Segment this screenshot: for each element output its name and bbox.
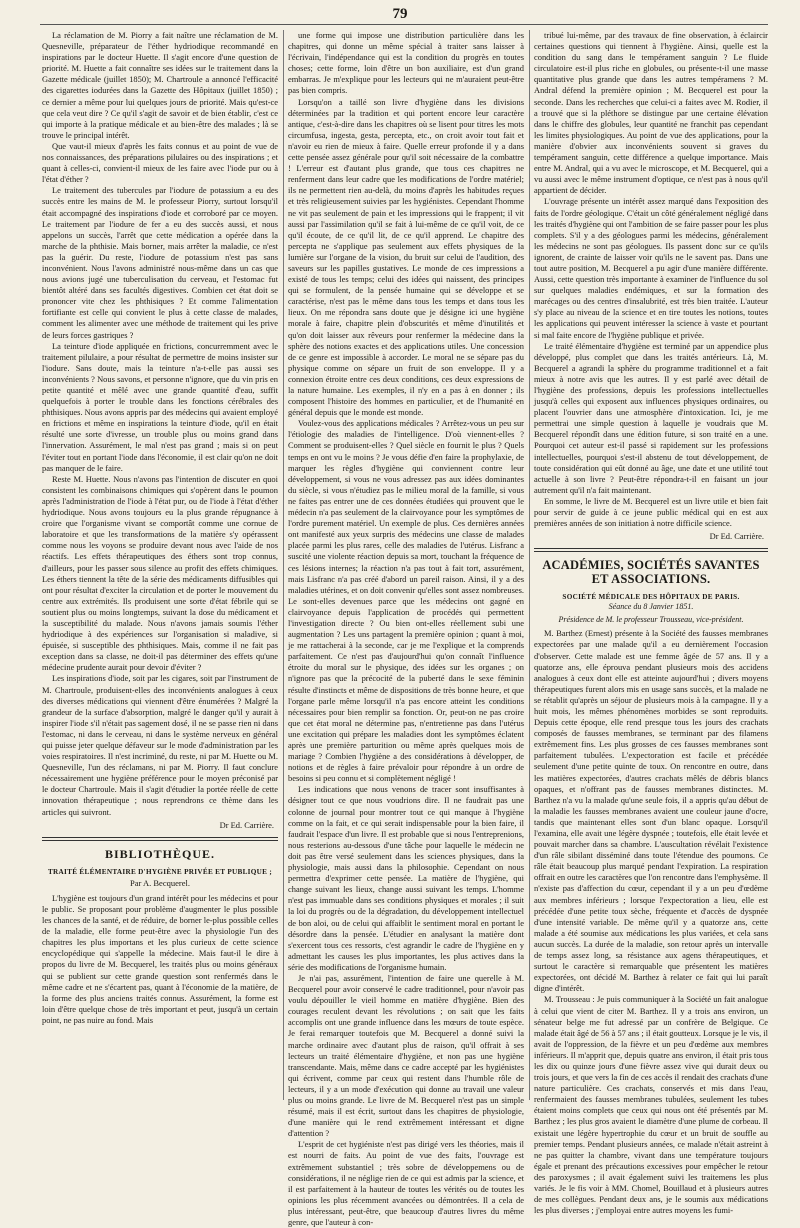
article-paragraph: Le traitement des tubercules par l'iodure de potassium a eu des succès entre les mains de M. le professeur Piorry, surtout lorsqu'il était accompagné des inspirations d'iode et corroboré par ce moyen. Le traitement par l'iodure de fer a eu des succès aussi, et nous appelons un succès, l'arrêt que cette médication a opérée dans la marche de la phthisie. Mais borner, mais arrêter la maladie, ce n'est pas la guérir. Du reste, l'iodure de potassium n'est pas sans inconvénient. Nous l'avons administré nous-même dans un cas que nous avions jugé une tuberculisation du cerveau, et l'estomac fut bientôt altéré dans ses facultés digestives. Combien cet état doit se prononcer vite chez les phthisiques ? Et comme l'alimentation fortifiante est celle qui convient le plus à cette classe de malades, comment les alimenter avec une méthode de traitement qui les prive de leurs forces gastriques ? <box>42 185 278 340</box>
review-paragraph: En somme, le livre de M. Becquerel est un livre utile et bien fait pour servir de guide à ce jeune public médical qui en est aux premières années de son initiation à notre difficile science. <box>534 495 768 529</box>
author-signature: Dr Ed. Carrière. <box>219 819 274 830</box>
article-paragraph: Reste M. Huette. Nous n'avons pas l'intention de discuter en quoi consistent les combinaisons chimiques qui s'opèrent dans le poumon après l'administration de l'iode à l'état pur, ou de l'iode à l'état d'éther hydriodique. Nous avons toujours eu la plus grande répugnance à croire que l'organisme vivant se comportât comme une cornue de laboratoire et que les transformations de la matière s'y opérassent comme nous les voyons se produire devant nous avec l'aide de nos réactifs. Les effets thérapeutiques des éthers sont trop connus, d'ailleurs, pour les passer sous silence au profit des effets chimiques. Les éthers tiennent la tête de la série des médicaments diffusibles qui ont pour résultat d'exciter la circulation et de porter le mouvement du centre aux extrémités. Ils produisent une sorte d'état fébrile qui se soutient plus ou moins longtemps, suivant la dose du médicament et la susceptibilité du malade. Nous n'avons jamais soumis l'éther hydriodique à des expériences sur l'organisation si maladive, si épuisée, si susceptible des phthisiques. Mais, comme il ne fait pas exception dans sa classe, ne doit-il pas déterminer des effets qu'une médecine prudente aurait pour devoir d'éviter ? <box>42 473 278 673</box>
proceedings-paragraph: M. Barthez (Ernest) présente à la Société des fausses membranes expectorées par une malade qu'il a eu dernièrement l'occasion d'observer. Cette malade est une femme âgée de 57 ans. Il y a quatorze ans, elle éprouva pendant plusieurs mois des accidens analogues à ceux dont elle est atteinte aujourd'hui ; divers moyens thérapeutiques furent alors mis en usage sans succès, et la malade ne se rétablit qu'après un séjour de plusieurs mois à la campagne. Il y a huit mois, les mêmes phénomènes morbides se sont reproduits. Depuis cette époque, elle rend presque tous les jours des crachats composés de fausses membranes, se terminant par des filamens extrêmement fins. Les plus grosses de ces fausses membranes sont parfaitement tubulées. L'expectoration est facile et précédée seulement d'une petite quinte de toux. On rencontre en outre, dans les matières expectorées, d'autres crachats mêlés de débris blancs opaques, et n'offrant pas de fausses membranes distinctes. M. Barthez n'a vu la malade qu'une seule fois, il a appris qu'au début de la maladie les fausses membranes avaient une couleur jaune d'ocre, tandis que maintenant elles sont d'un blanc opaque. Lorsqu'il l'examina, elle avait une légère dyspnée ; toutefois, elle était levée et pouvait marcher dans sa chambre. L'auscultation révélait l'existence d'un râle sibilant disséminé dans toute l'étendue des poumons. Ce râle était beaucoup plus marqué pendant l'expiration. La respiration offrait en outre les caractères que l'on rencontre dans l'emphysème. Il n'existe pas d'affection du cœur, cependant il y a un peu d'œdème aux membres inférieurs ; lorsque l'expectoration a lieu, elle est précédée d'une petite toux sèche, fréquente et d'accès de dyspnée d'une intensité variable. De même qu'il y a quatorze ans, cette malade a été soumise aux médications les plus variées, et cela sans aucun succès. La durée de la maladie, son retour après un intervalle de temps assez long, sa résistance aux agens thérapeutiques, et surtout le caractère si remarquable que présentent les matières expectorées, ont décidé M. Barthez à relater ce fait qui lui paraît digne d'intérêt. <box>534 628 768 994</box>
column-separator <box>283 30 284 1100</box>
review-paragraph: L'esprit de cet hygiéniste n'est pas dirigé vers les théories, mais il est nourri de faits. Au point de vue des faits, l'ouvrage est extrêmement substantiel ; très sobre de développemens ou de considérations, il ne néglige rien de ce qui est admis par la science, et il est parfaitement à la hauteur de toutes les vérités ou de toutes les opinions les plus récemment avancées ou démontrées. Il a cela de plus intéressant, peut-être, que beaucoup d'autres livres du même genre, que l'auteur à con- <box>288 1139 524 1228</box>
article-paragraph: La teinture d'iode appliquée en frictions, concurremment avec le traitement pilulaire, a pour résultat de permettre de moins insister sur l'iodure. Sans doute, mais la teinture n'a-t-elle pas aussi ses inconvénients ? Nous savons, et personne n'ignore, que du vin pris en petite quantité et mêlé avec une grande quantité d'eau, suffit quelquefois à porter le trouble dans les fonctions cérébrales des phthisiques. Nous avons appris par des médecins qui avaient employé en frictions et même en inspirations la teinture d'iode, qu'il en était résulté une sorte d'ivresse, un trouble plus ou moins grand dans l'innervation. Assurément, le mal n'est pas grand ; mais si on peut l'éviter tout en portant l'iode dans l'économie, il est clair qu'on ne doit pas manquer de le faire. <box>42 340 278 473</box>
society-name: SOCIÉTÉ MÉDICALE DES HÔPITAUX DE PARIS. <box>562 593 740 602</box>
review-paragraph: Lorsqu'on a taillé son livre d'hygiène dans les divisions déterminées par la tradition et qui portent encore leur caractère antique, c'est-à-dire dans les chapitres où se lisent pour titres les mots circumfusa, ingesta, gesta, percepta, etc., on croit avoir tout fait et n'avoir eu rien de mieux à faire. Quelle erreur profonde il y a dans cette pensée assez générale pour qu'il soit nécessaire de la combattre ! L'erreur est d'autant plus grande, que tous ces chapitres ne renferment dans leur cadre que les modifications de l'ordre matériel; ils ne permettent rien au-delà, du moins d'après les habitudes reçues et très religieusement suivies par les hygiénistes. Cependant l'homme ne vit pas seulement de pain et les impressions qui le frappent; il vit aussi par l'assimilation qu'il se fait à lui-même de ce qu'il voit, de ce qu'il écoute, de ce qu'il lit, de ce qu'il apprend. Le chapitre des percepta ne s'applique pas seulement aux effets physiques de la lumière sur l'organe de la vision, du bruit sur celui de l'audition, des saveurs sur les papilles gustatives. Le monde de ces impressions a existé de tous les temps; celui des idées qui naissent, des principes qui se formulent, de la pensée humaine qui se développe et se caractérise, n'est pas le même dans tous les temps et dans tous les lieux. On me répondra sans doute que je désigne ici une hygiène morale à faire, chapitre plein d'obscurités et même d'inutilités et qu'on doit laisser aux rêveurs pour renfermer la médecine dans la sphère des notions exactes et des applications utiles. Une concession de ce genre est impossible à accorder. Le moral ne se sépare pas du physique comme on sépare un fruit de son enveloppe. Il y a connexion étroite entre ces deux conditions, ces deux expressions de la nature humaine. Les exemples, il n'y en a pas à en donner ; ils composent l'histoire des hommes en particulier, et de l'humanité en général depuis que le monde est monde. <box>288 96 524 418</box>
column-3 <box>534 30 768 1216</box>
review-paragraph: Les indications que nous venons de tracer sont insuffisantes à désigner tout ce que nous voudrions dire. Il ne faudrait pas une colonne de journal pour montrer tout ce qui manque à l'hygiène comme on la fait, et ce qui serait indispensable pour la bien faire, il faudrait l'espace d'un livre. Il est probable que si nous l'entreprenions, nous resterions au-dessous d'une tâche pour laquelle le médecin ne doit pas être versé seulement dans les sciences physiques, dans la physiologie, mais aussi dans la philosophie. Cependant on nous permettra d'exprimer cette pensée. La matière de l'hygiène, qui change suivant les lieux, change aussi suivant les temps. L'homme n'est pas immuable dans ses conditions physiques et morales ; il suit la loi du progrès ou de la dégradation, du développement intellectuel de bon aloi, ou de celui qui affaiblit le sentiment moral en portant le désordre dans la pensée. L'étudier en analysant la matière dont s'exercent tous ces ressorts, c'est agrandir le cadre de l'hygiène en y admettant les causes les plus importantes, les plus actives dans la série des modifications de l'organisme humain. <box>288 784 524 972</box>
review-paragraph: L'ouvrage présente un intérêt assez marqué dans l'exposition des faits de l'ordre géologique. C'était un côté généralement négligé dans les traités d'hygiène qui ont l'ambition de se faire passer pour les plus complets. S'il y a des géologues parmi les médecins, généralement les médecins ne sont pas géologues. Ils passent donc sur ce qu'ils ignorent, de crainte de laisser voir qu'ils ne le savent pas. Dans une tout autre position, M. Becquerel a pu agir d'une manière différente. Aussi, cette question très importante à examiner de l'influence du sol sur quelques maladies endémiques, et sur la formation des marécages ou des centres d'insalubrité, est très bien traitée. L'auteur s'y place au niveau de la science et en tire toutes les notions, toutes les applications qui peuvent intéresser la science à vaste et pourtant si mal faite encore de l'hygiène publique et privée. <box>534 196 768 340</box>
review-paragraph: L'hygiène est toujours d'un grand intérêt pour les médecins et pour le public. Se proposant pour problème d'augmenter le plus possible les chances de la santé, et de réduire, de borner le-plus possible celles de la maladie, elle forme peut-être avec la physiologie l'un des chapitres les plus importans et les plus curieux de cette science encyclopédique qui s'appelle la médecine. Mais faut-il le dire à propos du livre de M. Becquerel, les traités plus ou moins généraux qui se publient sur cette grande question sont renfermés dans le même cadre et ne s'écartent pas, quant à l'économie de la matière, de la forme des plus anciens traités connus. Assurément, la forme est loin d'être quelque chose de très important et peut, jusqu'à un certain point, ne pas nuire au fond. Mais <box>42 892 278 1025</box>
section-divider <box>534 548 768 552</box>
header-rule <box>40 24 768 25</box>
article-paragraph: Les inspirations d'iode, soit par les cigares, soit par l'instrument de M. Chartroule, produisent-elles des inconvénients analogues à ceux des diverses médications qui viennent d'être énumérées ? Malgré la grandeur de la surface d'absorption, malgré le danger qu'il y aurait à inspirer l'iode s'il n'était pas sagement dosé, il ne se passe rien ni dans l'estomac, ni dans le cerveau, ni dans le système nerveux en général qui puisse jeter quelque défaveur sur le mode d'administration par les voies respiratoires. Il n'est incriminé, du reste, ni par M. Huette ou M. Quesneville, l'un des réclamans, ni par M. Piorry. Il faut conclure nécessairement une hygiène préférence pour le moyen préconisé par le docteur Chartroule. Mais il s'agit d'étudier la portée réelle de cette innovation thérapeutique ; nous reprendrons ce thème dans les articles qui suivront. <box>42 673 278 817</box>
review-paragraph: tribué lui-même, par des travaux de fine observation, à éclaircir certaines questions qui tiennent à l'hygiène. Ainsi, quelle est la condition du sang dans le tempérament sanguin ? Le fluide circulatoire est-il plus riche en globules, ou présente-t-il une masse quantitative plus grande que dans les autres tempéramens ? M. Andral défend la première opinion ; M. Becquerel est pour la seconde. Dans les recherches que celui-ci a faites avec M. Rodier, il a trouvé que si la pléthore se distingue par une certaine élévation dans le chiffre des globules, leur quantité ne franchit pas cependant les limites physiologiques. Au point de vue des applications, pour la manière d'obvier aux inconvénients souvent si graves du tempérament sanguin, cette différence a quelque importance. Mais entre M. Andral, qui a vu avec le microscope, et M. Becquerel, qui a vu aussi avec le même instrument d'optique, ce n'est pas à nous qu'il appartient de décider. <box>534 30 768 196</box>
session-president: Présidence de M. le professeur Trousseau, vice-président. <box>558 615 744 625</box>
page-number: 79 <box>392 6 408 22</box>
section-divider <box>42 837 278 841</box>
section-heading-bibliotheque: BIBLIOTHÈQUE. <box>104 846 216 861</box>
review-paragraph: une forme qui impose une distribution particulière dans les chapitres, qui donne un même spécial à traiter sans laisser à l'écrivain, l'indépendance qui est la condition du progrès en toutes choses; cette forme, loin d'être un bon auxiliaire, est d'un grand embarras. Je m'explique pour les lecteurs qui ne m'auraient peut-être pas bien compris. <box>288 30 524 96</box>
proceedings-paragraph: M. Trousseau : Je puis communiquer à la Société un fait analogue à celui que vient de citer M. Barthez. Il y a trois ans environ, un sénateur belge me fut adressé par un confrère de Belgique. Ce malade était âgé de 56 à 57 ans ; il était goutteux. Lorsque je le vis, il avait de l'oppression, de la fièvre et un peu d'œdème aux membres inférieurs. Il m'apprit que, depuis quatre ans environ, il était pris tous les dix ou quinze jours d'une fièvre assez vive qui durait deux ou trois jours, et que vers la fin de ces accès il rendait des crachats d'une nature particulière. Ces crachats, conservés et mis dans l'eau, renfermaient des fausses membranes tubulées, seulement les tubes étaient moins complets que ceux qui nous ont été présentés par M. Barthez ; les plus gros avaient le diamètre d'une plume de corbeau. Il existait une légère hypertrophie du cœur et un bruit de souffle au premier temps. Pendant plusieurs années, ce malade n'était astreint à ne pas quitter la chambre, vivant dans une température toujours égale et prenant des précautions excessives pour empêcher le retour des paroxysmes ; il avait également suivi les traitemens les plus variés. Je le fis voir à MM. Chomel, Bouillaud et à plusieurs autres de mes collègues. Pendant deux ans, je le soumis aux médications les plus diverses ; j'employai entre autres moyens les fumi- <box>534 994 768 1216</box>
session-date: Séance du 8 Janvier 1851. <box>608 602 694 612</box>
review-paragraph: Voulez-vous des applications médicales ? Arrêtez-vous un peu sur l'étiologie des maladies de l'intelligence. D'où viennent-elles ? Comment se produisent-elles ? Quel siècle en fournit le plus ? Quels temps en ont vu le moins ? Je vous défie d'en faire la prophylaxie, de marquer les règles d'hygiène qui conviennent contre leur développement, si vous ne vous adressez pas aux idées dominantes du siècle, si vous n'étudiez pas le milieu moral de la famille, si vous ne faites pas entrer une de ces données étudiées qui prouvent que le médecin n'a pas seulement de la clairvoyance pour les symptômes de l'ordre purement matériel. Un exemple de plus. Ces dernières années ont manifesté aux yeux surpris des médecins une classe de malades placée parmi les plus rares, celle des maladies de l'utérus. Lisfranc a suscité une violente réaction depuis sa mort, touchant la fréquence de ces lésions internes; la réaction n'a pas tout à fait tort, assurément, mais Lisfranc n'a pas créé d'abord un pareil raison. Ainsi, il y a des maladies utérines, et on doit convenir qu'elles sont assez nombreuses. Le sont-elles devenues parce que les médecins ont gagné en clairvoyance depuis l'application de procédés qui permettent l'investigation directe ? Ou bien ont-elles réellement subi une augmentation ? Les uns partagent la première opinion ; quant à moi, je me rattacherai à la seconde, car je me l'explique et la comprends parfaitement. Ce n'est pas d'aujourd'hui qu'on connaît l'influence étroite du moral sur le physique, des idées sur les organes ; on n'ignore pas que la précocité de la puberté dans le sexe féminin résulte d'instincts et même de dispositions de très bonne heure, et que l'organe parle même lorsqu'il n'a pas encore atteint les conditions nécessaires pour bien remplir sa fonction. Or, peut-on ne pas croire que cet état moral ne détermine pas, n'entretienne pas dans l'utérus une excitation qui prépare les maladies dont les symptômes éclatent après une première parturition ou même après quelques mois de mariage ? Combien l'hygiène a des considérations à développer, de notions et de règles à faire prévaloir pour répondre à un ordre de besoins si peu connu et si complètement négligé ! <box>288 418 524 784</box>
review-paragraph: Le traité élémentaire d'hygiène est terminé par un appendice plus développé, plus complet que dans les traités antérieurs. Là, M. Becquerel a agrandi la sphère du programme traditionnel et a fait mieux à notre avis que les autres. Il y est parlé avec détail de l'hygiène des professions, depuis les professions intellectuelles jusqu'à celles qui exposent aux influences physiques ordinaires, ou placent l'ouvrier dans une atmosphère d'intoxication. Ici, je me permettrai une simple question à laquelle je voudrais que M. Becquerel répondît dans une édition future, si son traité en a une. Pourquoi cet auteur est-il passé si rapidement sur les professions intellectuelles, pourquoi s'est-il abstenu de tout développement, de toute considération qui eût donné au âge, une date et une utilité tout actuelle à son livre ? Peut-être répondra-t-il en faisant un jour autrement qu'il n'a fait maintenant. <box>534 340 768 495</box>
author-signature: Dr Ed. Carrière. <box>709 531 764 542</box>
section-heading-academies: ACADÉMIES, SOCIÉTÉS SAVANTES ET ASSOCIATIONS. <box>542 558 760 587</box>
book-title: TRAITÉ ÉLÉMENTAIRE D'HYGIÈNE PRIVÉE ET PUBLIQUE ; <box>47 867 273 876</box>
column-2 <box>288 30 524 1228</box>
column-separator <box>529 30 530 1100</box>
book-author: Par A. Becquerel. <box>130 877 190 888</box>
column-1 <box>42 30 278 1100</box>
article-paragraph: Que vaut-il mieux d'après les faits connus et au point de vue de nos connaissances, des préparations pilulaires ou des inspirations ; et quant à celles-ci, convient-il mieux de les faire avec l'iode pur ou à l'état d'éther ? <box>42 140 278 185</box>
review-paragraph: Je n'ai pas, assurément, l'intention de faire une querelle à M. Becquerel pour avoir conservé le cadre traditionnel, pour n'avoir pas voulu dépouiller le vieil homme en matière d'hygiène. Bien des courages reculent devant les révolutions ; on sait que les faits accomplis ont une grande influence dans les mœurs de toute espèce. Je ferai remarquer toutefois que M. Becquerel a donné suivi la marche ordinaire avec d'autant plus de raison, qu'il offrait à ses lecteurs un traité élémentaire d'hygiène, et non pas une hygiène transcendante. Mais, même dans ce cadre accepté par les hygiénistes qui écrivent, comme par ceux qui restent dans l'humble rôle de lecteurs, il y a un mode d'exécution qui donne au travail une valeur plus ou moins grande. Le livre de M. Becquerel n'est pas un simple résumé, mais il est écrit, surtout dans les chapitres de physiologie, d'une manière qui le rend extrêmement intéressant et digne d'attention ? <box>288 972 524 1139</box>
article-paragraph: La réclamation de M. Piorry a fait naître une réclamation de M. Quesneville, préparateur de l'éther hydriodique recommandé en inspirations par le docteur Huette. Il s'agit encore d'une question de priorité. M. Huette a fait connaître ses idées sur le traitement dans la Gazette médicale (juillet 1850); M. Chartroule a annoncé l'efficacité des cigarettes iodurées dans la Gazette des Hôpitaux (juillet 1850) ; ce dernier a même pour lui quelques jours de priorité. Mais qu'est-ce que cela veut dire ? Ce qu'il s'agit de savoir et de bien établir, c'est ce qui importe à la pratique médicale et au bien-être des malades ; là se trouve le principal intérêt. <box>42 30 278 140</box>
